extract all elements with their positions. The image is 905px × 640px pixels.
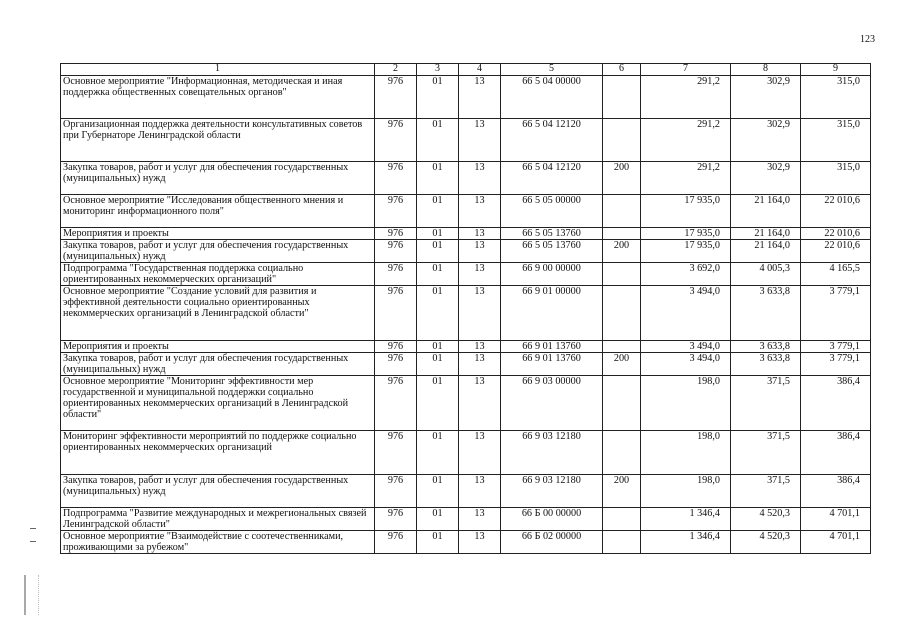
section-cell: 01	[417, 240, 459, 263]
section-cell: 01	[417, 162, 459, 195]
amount-year3-cell: 315,0	[801, 119, 871, 162]
column-header: 2	[375, 64, 417, 76]
amount-year3-cell: 4 701,1	[801, 531, 871, 554]
subsection-cell: 13	[459, 341, 501, 353]
admin-code-cell: 976	[375, 195, 417, 228]
amount-year3-cell: 3 779,1	[801, 341, 871, 353]
amount-year1-cell: 291,2	[641, 162, 731, 195]
row-name-cell: Основное мероприятие "Мониторинг эффективности мер государственной и муниципальной поддержки социально ориентированных некоммерческих организаций в Ленинградской области"	[61, 376, 375, 431]
amount-year1-cell: 3 494,0	[641, 353, 731, 376]
expense-type-cell: 200	[603, 353, 641, 376]
target-article-cell: 66 5 05 00000	[501, 195, 603, 228]
target-article-cell: 66 9 03 00000	[501, 376, 603, 431]
subsection-cell: 13	[459, 431, 501, 475]
amount-year1-cell: 3 494,0	[641, 286, 731, 341]
section-cell: 01	[417, 353, 459, 376]
table-row	[61, 431, 871, 475]
row-name-cell: Основное мероприятие "Взаимодействие с соотечественниками, проживающими за рубежом"	[61, 531, 375, 554]
amount-year2-cell: 4 005,3	[731, 263, 801, 286]
subsection-cell: 13	[459, 162, 501, 195]
target-article-cell: 66 5 04 12120	[501, 162, 603, 195]
admin-code-cell: 976	[375, 341, 417, 353]
amount-year2-cell: 302,9	[731, 76, 801, 119]
admin-code-cell: 976	[375, 475, 417, 508]
subsection-cell: 13	[459, 286, 501, 341]
target-article-cell: 66 9 01 13760	[501, 353, 603, 376]
page-number: 123	[860, 34, 875, 45]
subsection-cell: 13	[459, 475, 501, 508]
section-cell: 01	[417, 228, 459, 240]
column-header: 9	[801, 64, 871, 76]
amount-year1-cell: 17 935,0	[641, 195, 731, 228]
section-cell: 01	[417, 263, 459, 286]
expense-type-cell	[603, 531, 641, 554]
expense-type-cell	[603, 195, 641, 228]
amount-year1-cell: 3 494,0	[641, 341, 731, 353]
row-name-cell: Основное мероприятие "Создание условий для развития и эффективной деятельности социально ориентированных некоммерческих организаций в Ленинградской области"	[61, 286, 375, 341]
expense-type-cell	[603, 263, 641, 286]
binding-mark	[24, 575, 39, 615]
expense-type-cell	[603, 376, 641, 431]
section-cell: 01	[417, 531, 459, 554]
amount-year2-cell: 4 520,3	[731, 508, 801, 531]
admin-code-cell: 976	[375, 119, 417, 162]
subsection-cell: 13	[459, 240, 501, 263]
target-article-cell: 66 5 04 00000	[501, 76, 603, 119]
amount-year2-cell: 371,5	[731, 431, 801, 475]
admin-code-cell: 976	[375, 376, 417, 431]
table-row	[61, 119, 871, 162]
admin-code-cell: 976	[375, 508, 417, 531]
row-name-cell: Закупка товаров, работ и услуг для обеспечения государственных (муниципальных) нужд	[61, 162, 375, 195]
target-article-cell: 66 9 03 12180	[501, 475, 603, 508]
target-article-cell: 66 9 00 00000	[501, 263, 603, 286]
amount-year2-cell: 21 164,0	[731, 240, 801, 263]
amount-year2-cell: 371,5	[731, 475, 801, 508]
admin-code-cell: 976	[375, 286, 417, 341]
expense-type-cell	[603, 341, 641, 353]
row-name-cell: Основное мероприятие "Информационная, методическая и иная поддержка общественных совещательных органов"	[61, 76, 375, 119]
column-header: 5	[501, 64, 603, 76]
expense-type-cell	[603, 431, 641, 475]
amount-year2-cell: 3 633,8	[731, 286, 801, 341]
table-row	[61, 263, 871, 286]
section-cell: 01	[417, 508, 459, 531]
admin-code-cell: 976	[375, 162, 417, 195]
row-name-cell: Мониторинг эффективности мероприятий по поддержке социально ориентированных некоммерческих организаций	[61, 431, 375, 475]
amount-year1-cell: 198,0	[641, 376, 731, 431]
admin-code-cell: 976	[375, 531, 417, 554]
amount-year3-cell: 22 010,6	[801, 195, 871, 228]
column-header: 1	[61, 64, 375, 76]
amount-year2-cell: 3 633,8	[731, 341, 801, 353]
amount-year1-cell: 291,2	[641, 119, 731, 162]
amount-year2-cell: 4 520,3	[731, 531, 801, 554]
table-row	[61, 341, 871, 353]
section-cell: 01	[417, 195, 459, 228]
table-row	[61, 240, 871, 263]
amount-year2-cell: 302,9	[731, 162, 801, 195]
amount-year3-cell: 4 701,1	[801, 508, 871, 531]
expense-type-cell	[603, 286, 641, 341]
margin-dash	[30, 541, 36, 542]
amount-year1-cell: 17 935,0	[641, 228, 731, 240]
row-name-cell: Организационная поддержка деятельности консультативных советов при Губернаторе Ленинградской области	[61, 119, 375, 162]
subsection-cell: 13	[459, 228, 501, 240]
amount-year3-cell: 386,4	[801, 475, 871, 508]
section-cell: 01	[417, 376, 459, 431]
target-article-cell: 66 Б 02 00000	[501, 531, 603, 554]
section-cell: 01	[417, 76, 459, 119]
expense-type-cell	[603, 228, 641, 240]
expense-type-cell: 200	[603, 475, 641, 508]
column-header: 7	[641, 64, 731, 76]
target-article-cell: 66 9 03 12180	[501, 431, 603, 475]
amount-year2-cell: 371,5	[731, 376, 801, 431]
expense-type-cell: 200	[603, 162, 641, 195]
table-row	[61, 353, 871, 376]
amount-year3-cell: 3 779,1	[801, 353, 871, 376]
expense-type-cell	[603, 508, 641, 531]
admin-code-cell: 976	[375, 263, 417, 286]
amount-year1-cell: 3 692,0	[641, 263, 731, 286]
row-name-cell: Мероприятия и проекты	[61, 341, 375, 353]
column-header: 3	[417, 64, 459, 76]
expense-type-cell	[603, 76, 641, 119]
amount-year3-cell: 315,0	[801, 76, 871, 119]
admin-code-cell: 976	[375, 353, 417, 376]
amount-year3-cell: 22 010,6	[801, 228, 871, 240]
admin-code-cell: 976	[375, 240, 417, 263]
section-cell: 01	[417, 341, 459, 353]
row-name-cell: Закупка товаров, работ и услуг для обеспечения государственных (муниципальных) нужд	[61, 353, 375, 376]
amount-year3-cell: 386,4	[801, 376, 871, 431]
budget-table	[60, 63, 871, 554]
amount-year1-cell: 198,0	[641, 475, 731, 508]
amount-year1-cell: 1 346,4	[641, 531, 731, 554]
amount-year3-cell: 4 165,5	[801, 263, 871, 286]
table-row	[61, 475, 871, 508]
subsection-cell: 13	[459, 376, 501, 431]
amount-year2-cell: 3 633,8	[731, 353, 801, 376]
column-header: 4	[459, 64, 501, 76]
target-article-cell: 66 5 05 13760	[501, 228, 603, 240]
target-article-cell: 66 9 01 00000	[501, 286, 603, 341]
section-cell: 01	[417, 475, 459, 508]
row-name-cell: Подпрограмма "Государственная поддержка социально ориентированных некоммерческих организаций"	[61, 263, 375, 286]
target-article-cell: 66 9 01 13760	[501, 341, 603, 353]
subsection-cell: 13	[459, 195, 501, 228]
section-cell: 01	[417, 431, 459, 475]
subsection-cell: 13	[459, 263, 501, 286]
admin-code-cell: 976	[375, 76, 417, 119]
column-header: 8	[731, 64, 801, 76]
amount-year2-cell: 21 164,0	[731, 195, 801, 228]
section-cell: 01	[417, 119, 459, 162]
row-name-cell: Закупка товаров, работ и услуг для обеспечения государственных (муниципальных) нужд	[61, 475, 375, 508]
table-header-row	[61, 64, 871, 76]
amount-year1-cell: 198,0	[641, 431, 731, 475]
table-row	[61, 228, 871, 240]
row-name-cell: Закупка товаров, работ и услуг для обеспечения государственных (муниципальных) нужд	[61, 240, 375, 263]
table-row	[61, 531, 871, 554]
admin-code-cell: 976	[375, 431, 417, 475]
admin-code-cell: 976	[375, 228, 417, 240]
table-row	[61, 286, 871, 341]
amount-year2-cell: 21 164,0	[731, 228, 801, 240]
amount-year3-cell: 22 010,6	[801, 240, 871, 263]
row-name-cell: Основное мероприятие "Исследования общественного мнения и мониторинг информационного поля"	[61, 195, 375, 228]
amount-year1-cell: 17 935,0	[641, 240, 731, 263]
amount-year3-cell: 3 779,1	[801, 286, 871, 341]
table-row	[61, 195, 871, 228]
subsection-cell: 13	[459, 76, 501, 119]
row-name-cell: Подпрограмма "Развитие международных и межрегиональных связей Ленинградской области"	[61, 508, 375, 531]
table-row	[61, 76, 871, 119]
subsection-cell: 13	[459, 508, 501, 531]
section-cell: 01	[417, 286, 459, 341]
table-row	[61, 162, 871, 195]
target-article-cell: 66 5 05 13760	[501, 240, 603, 263]
expense-type-cell: 200	[603, 240, 641, 263]
margin-dash	[30, 528, 36, 529]
amount-year2-cell: 302,9	[731, 119, 801, 162]
row-name-cell: Мероприятия и проекты	[61, 228, 375, 240]
subsection-cell: 13	[459, 531, 501, 554]
expense-type-cell	[603, 119, 641, 162]
amount-year1-cell: 291,2	[641, 76, 731, 119]
amount-year1-cell: 1 346,4	[641, 508, 731, 531]
target-article-cell: 66 5 04 12120	[501, 119, 603, 162]
table-row	[61, 376, 871, 431]
target-article-cell: 66 Б 00 00000	[501, 508, 603, 531]
amount-year3-cell: 386,4	[801, 431, 871, 475]
subsection-cell: 13	[459, 119, 501, 162]
table-row	[61, 508, 871, 531]
amount-year3-cell: 315,0	[801, 162, 871, 195]
subsection-cell: 13	[459, 353, 501, 376]
column-header: 6	[603, 64, 641, 76]
